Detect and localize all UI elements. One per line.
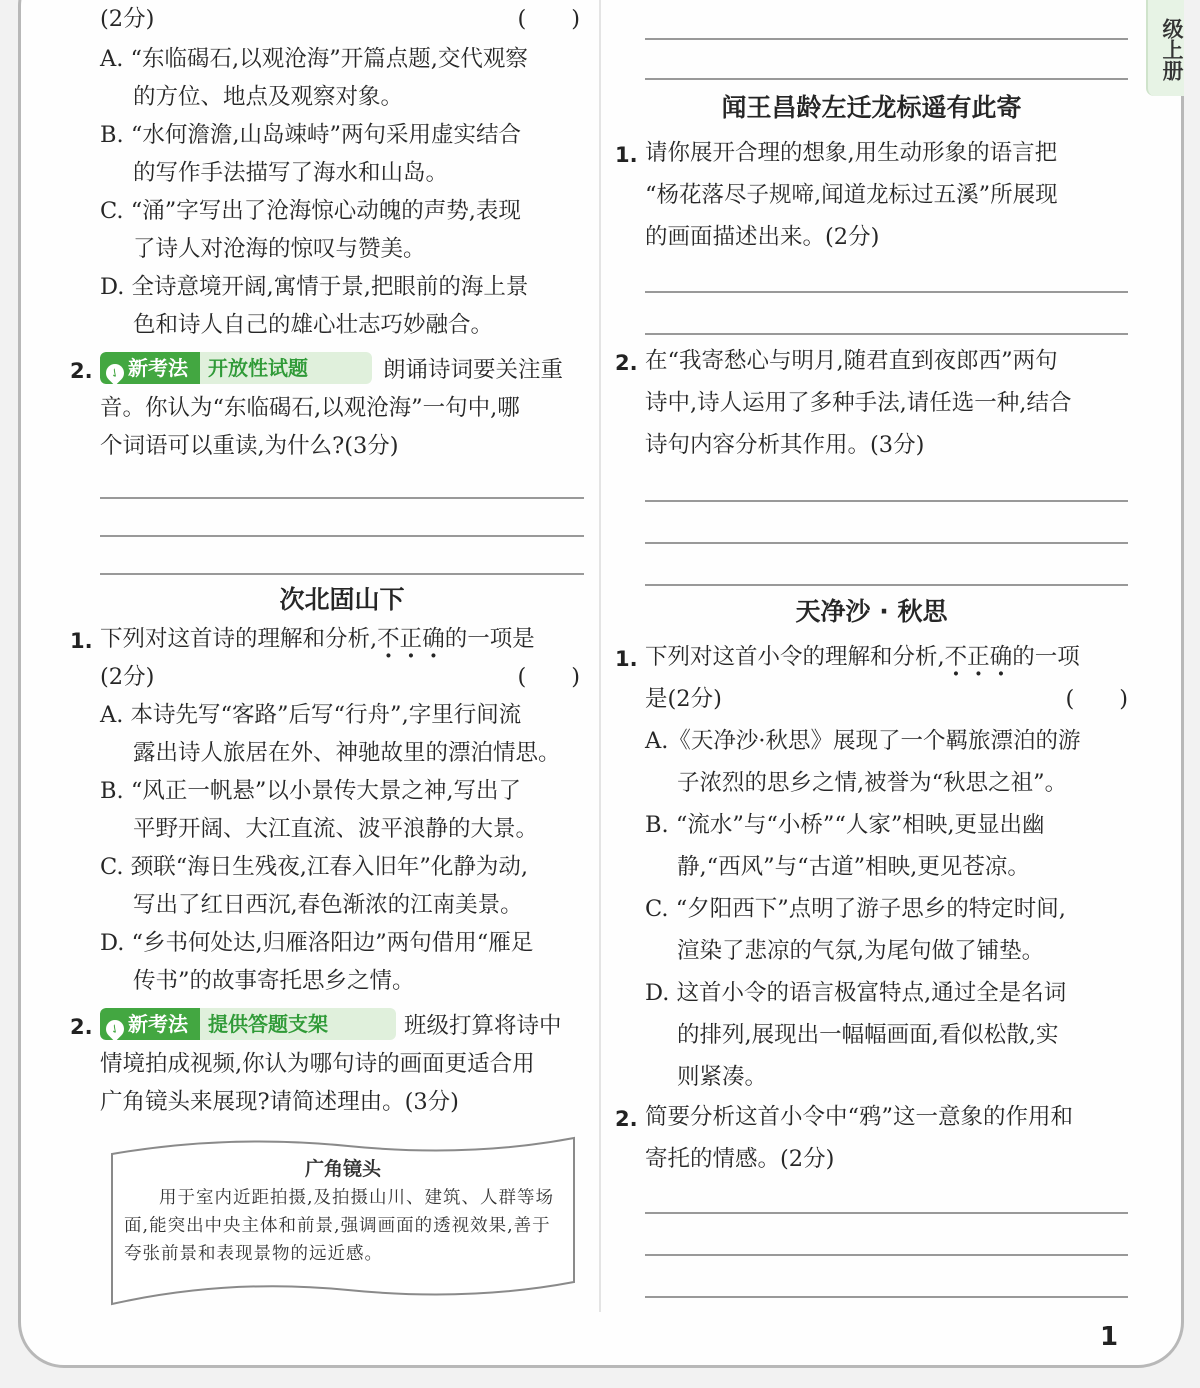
question-number: 1. <box>70 629 93 653</box>
answer-line[interactable] <box>645 500 1128 502</box>
option-c-line2: 写出了红日西沉,春色渐浓的江南美景。 <box>133 892 523 918</box>
tag-label: 新考法 <box>128 1012 188 1036</box>
option-d-line1: D. “乡书何处达,归雁洛阳边”两句借用“雁足 <box>100 930 534 956</box>
answer-line[interactable] <box>100 573 584 575</box>
pin-icon: ✓ <box>102 360 127 384</box>
tag-label: 新考法 <box>128 356 188 380</box>
wide-angle-note-scroll <box>108 1132 578 1310</box>
emphasis-char: 不 <box>944 644 968 670</box>
question-text-line: 简要分析这首小令中“鸦”这一意象的作用和 <box>645 1104 1074 1130</box>
question-text-line: 广角镜头来展现?请简述理由。(3分) <box>100 1089 459 1115</box>
option-b-line2: 的写作手法描写了海水和山岛。 <box>133 160 449 186</box>
question-text-line: 诗句内容分析其作用。(3分) <box>645 432 925 458</box>
answer-blank[interactable]: ( ) <box>517 664 580 690</box>
question-number: 1. <box>615 647 638 671</box>
answer-line[interactable] <box>645 78 1128 80</box>
answer-line[interactable] <box>645 542 1128 544</box>
option-c-line1: C. 颈联“海日生残夜,江春入旧年”化静为动, <box>100 854 529 880</box>
question-text-line: “杨花落尽子规啼,闻道龙标过五溪”所展现 <box>645 182 1058 208</box>
answer-line[interactable] <box>645 1212 1128 1214</box>
new-method-tag <box>100 352 372 384</box>
answer-line[interactable] <box>100 535 584 537</box>
emphasis-char: 确 <box>989 644 1013 670</box>
option-c-line2: 了诗人对沧海的惊叹与赞美。 <box>133 236 426 262</box>
question-text-line: 的画面描述出来。(2分) <box>645 224 880 250</box>
poem-title: 天净沙 · 秋思 <box>795 597 948 626</box>
emphasis-char: 确 <box>422 626 445 652</box>
question-text-line: 情境拍成视频,你认为哪句诗的画面更适合用 <box>100 1051 535 1077</box>
emphasis-dots-text <box>945 644 1013 670</box>
answer-line[interactable] <box>645 1254 1128 1256</box>
tag-text: 提供答题支架 <box>208 1012 328 1036</box>
question-text-line: 个词语可以重读,为什么?(3分) <box>100 433 399 459</box>
answer-line[interactable] <box>645 584 1128 586</box>
question-text-line: 朗诵诗词要关注重 <box>383 357 564 383</box>
column-divider <box>599 0 601 1312</box>
question-stem: 下列对这首诗的理解和分析,不正确的一项是 <box>100 626 535 652</box>
answer-line[interactable] <box>645 1296 1128 1298</box>
pin-icon: ✓ <box>102 1016 127 1040</box>
question-number: 1. <box>615 143 638 167</box>
option-a-line2: 露出诗人旅居在外、神驰故里的漂泊情思。 <box>133 740 561 766</box>
question-number: 2. <box>615 351 638 375</box>
option-c-line1: C. “夕阳西下”点明了游子思乡的特定时间, <box>645 896 1066 922</box>
option-d-line1: D. 这首小令的语言极富特点,通过全是名词 <box>645 980 1067 1006</box>
question-number: 2. <box>615 1107 638 1131</box>
emphasis-char: 不 <box>377 626 400 652</box>
answer-blank[interactable]: ( ) <box>517 6 580 32</box>
question-text-line: 音。你认为“东临碣石,以观沧海”一句中,哪 <box>100 395 520 421</box>
option-b-line1: B. “水何澹澹,山岛竦峙”两句采用虚实结合 <box>100 122 521 148</box>
option-d-line2: 色和诗人自己的雄心壮志巧妙融合。 <box>133 312 494 338</box>
answer-line[interactable] <box>100 497 584 499</box>
note-title: 广角镜头 <box>304 1158 381 1180</box>
option-b-line2: 平野开阔、大江直流、波平浪静的大景。 <box>133 816 539 842</box>
new-method-tag <box>100 1008 396 1040</box>
option-d-line2: 传书”的故事寄托思乡之情。 <box>133 968 415 994</box>
answer-blank[interactable]: ( ) <box>1065 686 1128 712</box>
note-body: 用于室内近距拍摄,及拍摄山川、建筑、人群等场面,能突出中央主体和前景,强调画面的透视效果,善于夸张前景和表现景物的远近感。 <box>124 1188 555 1264</box>
answer-line[interactable] <box>645 38 1128 40</box>
option-a-line2: 的方位、地点及观察对象。 <box>133 84 404 110</box>
grade-side-tab: 级上册 <box>1146 0 1184 96</box>
question-text-line: 在“我寄愁心与明月,随君直到夜郎西”两句 <box>645 348 1058 374</box>
question-text-line: 诗中,诗人运用了多种手法,请任选一种,结合 <box>645 390 1072 416</box>
option-d-line1: D. 全诗意境开阔,寓情于景,把眼前的海上景 <box>100 274 529 300</box>
answer-line[interactable] <box>645 333 1128 335</box>
emphasis-char: 正 <box>967 644 990 670</box>
option-a-line1: A. 本诗先写“客路”后写“行舟”,字里行间流 <box>100 702 522 728</box>
question-number: 2. <box>70 359 93 383</box>
emphasis-dots-text <box>377 626 445 652</box>
answer-line[interactable] <box>645 291 1128 293</box>
question-text-line: 班级打算将诗中 <box>404 1013 562 1039</box>
poem-title: 次北固山下 <box>279 585 405 614</box>
option-b-line1: B. “风正一帆悬”以小景传大景之神,写出了 <box>100 778 521 804</box>
option-d-line2: 的排列,展现出一幅幅画面,看似松散,实 <box>677 1022 1059 1048</box>
option-a-line1: A. “东临碣石,以观沧海”开篇点题,交代观察 <box>100 46 528 72</box>
option-c-line1: C. “涌”字写出了沧海惊心动魄的声势,表现 <box>100 198 521 224</box>
option-c-line2: 渲染了悲凉的气氛,为尾句做了铺垫。 <box>677 938 1045 964</box>
poem-title: 闻王昌龄左迁龙标遥有此寄 <box>721 93 1022 122</box>
option-a-line2: 子浓烈的思乡之情,被誉为“秋思之祖”。 <box>677 770 1068 796</box>
question-text-line: 寄托的情感。(2分) <box>645 1146 835 1172</box>
score-tail: (2分) <box>100 664 155 690</box>
option-b-line1: B. “流水”与“小桥”“人家”相映,更显出幽 <box>645 812 1045 838</box>
question-text-line: 请你展开合理的想象,用生动形象的语言把 <box>645 140 1058 166</box>
question-number: 2. <box>70 1015 93 1039</box>
option-d-line3: 则紧凑。 <box>677 1064 768 1090</box>
tag-text: 开放性试题 <box>208 356 308 380</box>
option-b-line2: 静,“西风”与“古道”相映,更见苍凉。 <box>677 854 1030 880</box>
score-tail: 是(2分) <box>645 686 722 712</box>
question-stem: 下列对这首小令的理解和分析,不正确的一项 <box>645 644 1080 670</box>
score-tail: (2分) <box>100 6 155 32</box>
page-number: 1 <box>1100 1322 1119 1352</box>
option-a-line1: A.《天净沙·秋思》展现了一个羁旅漂泊的游 <box>645 728 1081 754</box>
emphasis-char: 正 <box>399 626 423 652</box>
